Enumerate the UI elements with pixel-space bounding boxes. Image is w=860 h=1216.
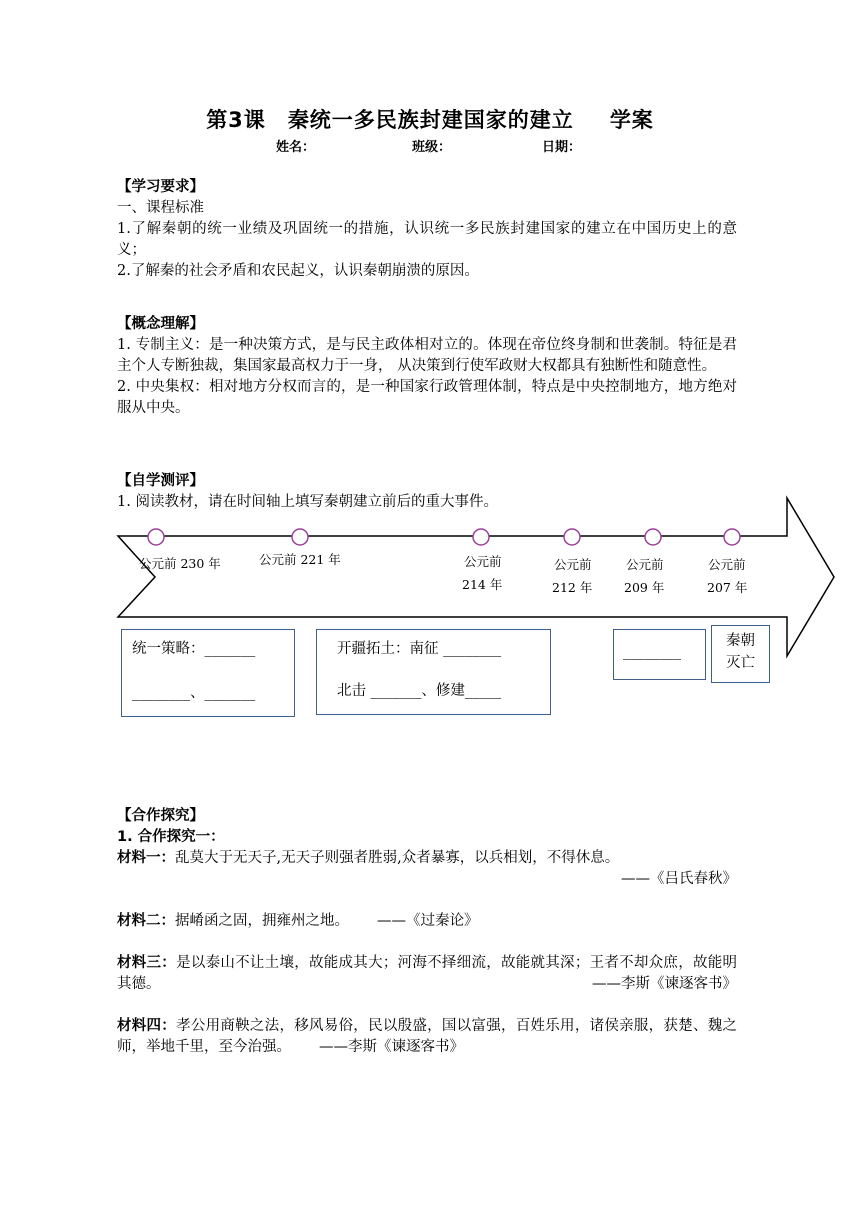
section-heading: 【自学测评】 <box>117 473 204 489</box>
material-source: ——《吕氏春秋》 <box>621 871 737 887</box>
concept-item: 2. 中央集权：相对地方分权而言的，是一种国家行政管理体制，特点是中央控制地方，地方绝对服从中央。 <box>117 379 737 416</box>
qin-fall-box <box>711 625 770 683</box>
timeline-node <box>473 529 489 545</box>
timeline-node <box>292 529 308 545</box>
material-text: 孝公用商鞅之法，移风易俗，民以殷盛，国以富强，百姓乐用，诸侯亲服，获楚、魏之师，举地千里，至今治强。 <box>117 1018 738 1055</box>
timeline-instruction: 1. 阅读教材，请在时间轴上填写秦朝建立前后的重大事件。 <box>117 494 498 510</box>
material-source: ——李斯《谏逐客书》 <box>592 976 737 992</box>
title-suffix: 学案 <box>609 108 654 132</box>
material-source: ——李斯《谏逐客书》 <box>319 1039 464 1055</box>
timeline-date: 公元前 221 年 <box>259 552 341 567</box>
section-heading: 【合作探究】 <box>117 808 204 824</box>
name-label: 姓名： <box>276 140 316 155</box>
subheading: 一、课程标准 <box>117 200 204 216</box>
timeline-date: 212 年 <box>552 580 593 595</box>
material-item <box>117 1016 737 1058</box>
material-label: 材料四： <box>117 1018 177 1034</box>
requirement-item: 1.了解秦朝的统一业绩及巩固统一的措施，认识统一多民族封建国家的建立在中国历史上的意义； <box>117 221 737 258</box>
concept-item: 1. 专制主义：是一种决策方式，是与民主政体相对立的。体现在帝位终身制和世袭制。特征是君主个人专断独裁，集国家最高权力于一身， 从决策到行使军政财大权都具有独断性和随意性。 <box>117 337 737 374</box>
box-line: ________、_______ <box>132 685 256 701</box>
timeline-date: 公元前 <box>554 557 592 572</box>
material-item <box>117 911 737 932</box>
date-label: 日期： <box>542 140 582 155</box>
uprising-answer-box[interactable] <box>613 629 706 680</box>
timeline-node <box>148 529 164 545</box>
class-label: 班级： <box>412 140 452 155</box>
timeline-date: 209 年 <box>624 580 665 595</box>
cooperation-section <box>117 806 737 1058</box>
material-source: ——《过秦论》 <box>377 913 479 929</box>
territory-expansion-box[interactable] <box>316 629 551 715</box>
timeline-date: 公元前 230 年 <box>139 556 221 571</box>
material-label: 材料二： <box>117 913 175 929</box>
material-text: 是以泰山不让土壤，故能成其大；河海不择细流，故能就其深；王者不却众庶，故能明其德。 <box>117 955 738 992</box>
material-text: 据崤函之固，拥雍州之地。 <box>175 913 349 929</box>
timeline-date: 公元前 <box>708 557 746 572</box>
box-line: 灭亡 <box>726 655 755 671</box>
timeline-date: 公元前 <box>464 554 502 569</box>
timeline-node <box>645 529 661 545</box>
section-heading: 【学习要求】 <box>117 179 204 195</box>
box-line: 秦朝 <box>726 633 755 649</box>
timeline-node <box>564 529 580 545</box>
material-item <box>117 848 737 869</box>
timeline-date: 214 年 <box>462 577 503 592</box>
timeline-date: 公元前 <box>626 557 664 572</box>
box-line: 统一策略：_______ <box>132 641 256 657</box>
timeline-node <box>724 529 740 545</box>
lesson-topic: 秦统一多民族封建国家的建立 <box>287 108 574 132</box>
unification-strategy-box[interactable] <box>121 629 295 717</box>
box-line: ________ <box>623 644 681 660</box>
material-text: 乱莫大于无天子,无天子则强者胜弱,众者暴寡，以兵相划，不得休息。 <box>175 850 620 866</box>
timeline-date: 207 年 <box>707 580 748 595</box>
subheading: 1. 合作探究一： <box>117 829 225 845</box>
material-label: 材料一： <box>117 850 175 866</box>
box-line: 开疆拓土：南征 ________ <box>337 641 502 657</box>
box-line: 北击 _______、修建_____ <box>337 683 502 699</box>
material-label: 材料三： <box>117 955 177 971</box>
requirement-item: 2.了解秦的社会矛盾和农民起义，认识秦朝崩溃的原因。 <box>117 263 479 279</box>
lesson-number: 第3课 <box>206 108 266 132</box>
section-heading: 【概念理解】 <box>117 316 204 332</box>
